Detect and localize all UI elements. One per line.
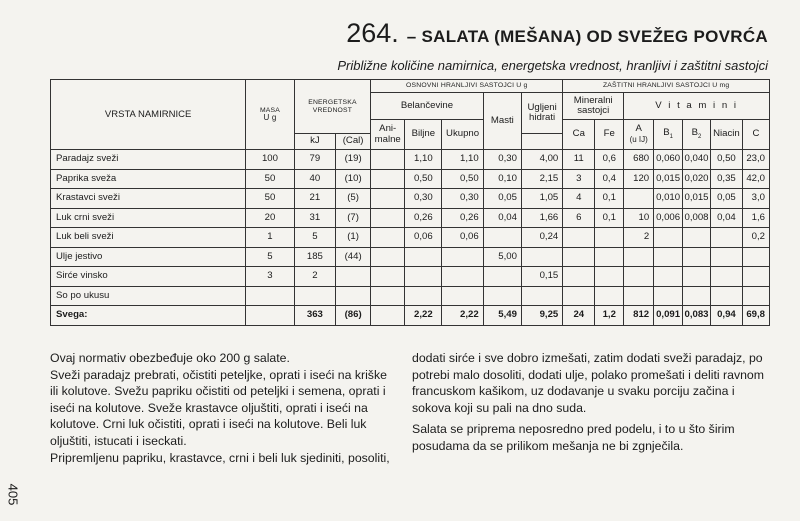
cell-niacin: 0,04 [710,208,742,228]
cell-masti: 5,49 [483,306,521,326]
col-header-mineralni: Mineralni sastojci [563,93,624,120]
col-header-b1 [654,120,683,150]
cell-anim [371,208,405,228]
cell-b1: 0,091 [654,306,683,326]
cell-fe: 1,2 [595,306,624,326]
cell-kj: 185 [294,247,335,267]
b1-subscript: 1 [669,134,673,141]
cell-b1 [654,228,683,248]
cell-ca: 4 [563,189,595,209]
table-body [51,150,770,326]
cell-c: 0,2 [742,228,769,248]
cell-ugh: 4,00 [521,150,562,170]
cell-niacin: 0,05 [710,189,742,209]
col-header-biljne: Biljne [405,120,442,150]
cell-cal: (7) [336,208,371,228]
cell-a [624,189,654,209]
cell-ca: 24 [563,306,595,326]
cell-kj: 21 [294,189,335,209]
cell-a: 680 [624,150,654,170]
cell-kj: 40 [294,169,335,189]
nutrition-table [50,79,770,326]
instruction-paragraph: Salata se priprema neposredno pred podelu, i to u što širim posudama da se prilikom mešanja ne bi zgnječila. [412,422,735,453]
col-header-niacin: Niacin [710,120,742,150]
cell-fe [595,267,624,287]
cell-uk [442,286,483,306]
cell-masti: 5,00 [483,247,521,267]
cell-anim [371,267,405,287]
cell-cal: (44) [336,247,371,267]
cell-ca [563,286,595,306]
cell-kj: 79 [294,150,335,170]
cell-uk: 1,10 [442,150,483,170]
cell-a [624,267,654,287]
table-row [51,208,770,228]
cell-name: Ulje jestivo [51,247,246,267]
cell-niacin: 0,50 [710,150,742,170]
cell-name: Paprika sveža [51,169,246,189]
cell-a: 2 [624,228,654,248]
col-header-osnovni: OSNOVNI HRANLJIVI SASTOJCI U g [371,80,563,93]
instruction-paragraph: dodati sirće i sve dobro izmešati, zatim dodati sveži paradajz, po potrebi malo dosoliti, dodati ulje, polako promešati i deliti ravnom francuskom kašikom, uz dodavanje u svaku porciju začina i sokova koji su pali na dno suda. [412,351,765,415]
cell-bilj: 1,10 [405,150,442,170]
table-row [51,169,770,189]
cell-a: 10 [624,208,654,228]
cell-kj: 2 [294,267,335,287]
cell-ugh [521,247,562,267]
col-header-a [624,120,654,150]
cell-fe: 0,1 [595,189,624,209]
cell-b2: 0,008 [683,208,711,228]
cell-a [624,286,654,306]
table-row [51,247,770,267]
cell-name: Luk crni sveži [51,208,246,228]
cell-fe [595,247,624,267]
cell-name: Krastavci sveži [51,189,246,209]
cell-b1 [654,267,683,287]
cell-kj: 363 [294,306,335,326]
cell-c: 69,8 [742,306,769,326]
cell-niacin: 0,94 [710,306,742,326]
cell-niacin [710,267,742,287]
cell-masti [483,286,521,306]
masa-label: MASA [259,106,280,114]
cell-anim [371,189,405,209]
cell-masa: 5 [246,247,295,267]
cell-b2 [683,228,711,248]
cell-ugh [521,286,562,306]
cell-uk [442,267,483,287]
instruction-paragraph: Sveži paradajz prebrati, očistiti peteljke, oprati i iseći na kriške ili kolutove. Svežu papriku očistiti od peteljki i semena, oprati i iseći na kolutove. Sveže krastavce oljuštiti, oprati i iseći na kolutove. Crni luk očistiti, oprati i iseći na kolutove. Beli luk oljuštiti, istucati i iseckati. [50,367,387,448]
cell-uk: 0,26 [442,208,483,228]
cell-cal: (86) [336,306,371,326]
cell-anim [371,306,405,326]
col-header-fe: Fe [595,120,624,150]
cell-ugh: 1,66 [521,208,562,228]
cell-cal: (19) [336,150,371,170]
total-row [51,306,770,326]
cell-ugh: 0,15 [521,267,562,287]
cell-masti: 0,10 [483,169,521,189]
cell-b2 [683,286,711,306]
cell-uk: 0,50 [442,169,483,189]
table-row [51,189,770,209]
col-header-belancevine: Belančevine [371,93,484,120]
cell-anim [371,228,405,248]
col-header-kj: kJ [294,134,335,150]
cell-ugh: 9,25 [521,306,562,326]
cell-b2 [683,267,711,287]
cell-uk [442,247,483,267]
table-row [51,150,770,170]
cell-name: Luk beli sveži [51,228,246,248]
col-header-animalne: Ani-malne [371,120,405,150]
cell-cal: (10) [336,169,371,189]
cell-masti: 0,05 [483,189,521,209]
cell-b1: 0,010 [654,189,683,209]
cell-cal [336,286,371,306]
cell-bilj: 0,26 [405,208,442,228]
table-row [51,228,770,248]
col-header-b2 [683,120,711,150]
cell-masa: 50 [246,169,295,189]
cell-ugh: 0,24 [521,228,562,248]
cell-name: Paradajz sveži [51,150,246,170]
cell-ca [563,228,595,248]
cell-anim [371,247,405,267]
cell-c [742,267,769,287]
cell-name: So po ukusu [51,286,246,306]
col-header-vrsta: VRSTA NAMIRNICE [51,80,246,150]
cell-niacin [710,228,742,248]
recipe-header [346,18,768,49]
col-header-ca: Ca [563,120,595,150]
b1-label: B [663,127,670,139]
cell-masa [246,286,295,306]
cell-anim [371,286,405,306]
a-unit: (u IJ) [629,134,648,144]
cell-masti: 0,04 [483,208,521,228]
cell-c [742,247,769,267]
cell-c: 42,0 [742,169,769,189]
recipe-title: – SALATA (MEŠANA) OD SVEŽEG POVRĆA [406,27,768,46]
cell-masa: 100 [246,150,295,170]
cell-ca: 11 [563,150,595,170]
cell-masa: 50 [246,189,295,209]
cell-bilj [405,267,442,287]
cell-niacin [710,286,742,306]
col-header-ukupno: Ukupno [442,120,483,150]
cell-b2: 0,040 [683,150,711,170]
col-header-cal: (Cal) [336,134,371,150]
cell-name: Sirće vinsko [51,267,246,287]
cell-fe: 0,4 [595,169,624,189]
cell-masa: 1 [246,228,295,248]
cell-anim [371,150,405,170]
cell-c [742,286,769,306]
cell-fe: 0,6 [595,150,624,170]
recipe-subtitle: Približne količine namirnica, energetska vrednost, hranljivi i zaštitni sastojci [337,58,768,73]
cell-a: 812 [624,306,654,326]
col-header-energy: ENERGETSKA VREDNOST [294,80,370,134]
masa-unit: U g [263,112,277,122]
cell-b1: 0,006 [654,208,683,228]
cell-a [624,247,654,267]
cell-b2: 0,015 [683,189,711,209]
col-header-vitamini: V i t a m i n i [624,93,770,120]
col-header-masti: Masti [483,93,521,150]
instruction-paragraph: Ovaj normativ obezbeđuje oko 200 g salate. [50,351,290,365]
cell-niacin: 0,35 [710,169,742,189]
cell-cal [336,267,371,287]
col-header-masa [246,80,295,150]
recipe-number: 264. [346,18,399,48]
cell-c: 1,6 [742,208,769,228]
cell-bilj [405,247,442,267]
cell-fe: 0,1 [595,208,624,228]
instructions-left [50,350,395,466]
cell-uk: 0,30 [442,189,483,209]
cell-ca [563,247,595,267]
cell-cal: (1) [336,228,371,248]
cell-masa: 3 [246,267,295,287]
cell-masti: 0,30 [483,150,521,170]
cell-fe [595,286,624,306]
cell-b1 [654,286,683,306]
cell-a: 120 [624,169,654,189]
cell-b1: 0,015 [654,169,683,189]
instruction-paragraph: Pripremljenu papriku, krastavce, crni i beli luk sjediniti, posoliti, [50,450,390,465]
instructions-right [412,350,772,455]
cell-b1 [654,247,683,267]
cell-uk: 0,06 [442,228,483,248]
cell-anim [371,169,405,189]
cell-fe [595,228,624,248]
cell-masti [483,228,521,248]
cell-ca: 3 [563,169,595,189]
cell-b2 [683,247,711,267]
b2-label: B [691,127,699,139]
b2-subscript: 2 [698,134,702,141]
col-header-zastitni: ZAŠTITNI HRANLJIVI SASTOJCI U mg [563,80,770,93]
cell-masti [483,267,521,287]
table-row [51,267,770,287]
cell-b2: 0,020 [683,169,711,189]
col-header-c: C [742,120,769,150]
cell-kj [294,286,335,306]
cell-niacin [710,247,742,267]
cell-kj: 31 [294,208,335,228]
cell-bilj [405,286,442,306]
table-row [51,286,770,306]
cell-masa [246,306,295,326]
cell-uk: 2,22 [442,306,483,326]
cell-b1: 0,060 [654,150,683,170]
a-label: A [635,123,642,135]
cell-kj: 5 [294,228,335,248]
cell-bilj: 0,06 [405,228,442,248]
cell-ugh: 1,05 [521,189,562,209]
cell-bilj: 0,30 [405,189,442,209]
col-header-ugljeni: Ugljeni hidrati [521,93,562,134]
cell-masa: 20 [246,208,295,228]
cell-c: 23,0 [742,150,769,170]
cell-name: Svega: [51,306,246,326]
cell-ca [563,267,595,287]
cell-ca: 6 [563,208,595,228]
cell-c: 3,0 [742,189,769,209]
cell-bilj: 0,50 [405,169,442,189]
cell-b2: 0,083 [683,306,711,326]
cell-bilj: 2,22 [405,306,442,326]
page-number: 405 [5,483,21,506]
cell-cal: (5) [336,189,371,209]
cell-ugh: 2,15 [521,169,562,189]
